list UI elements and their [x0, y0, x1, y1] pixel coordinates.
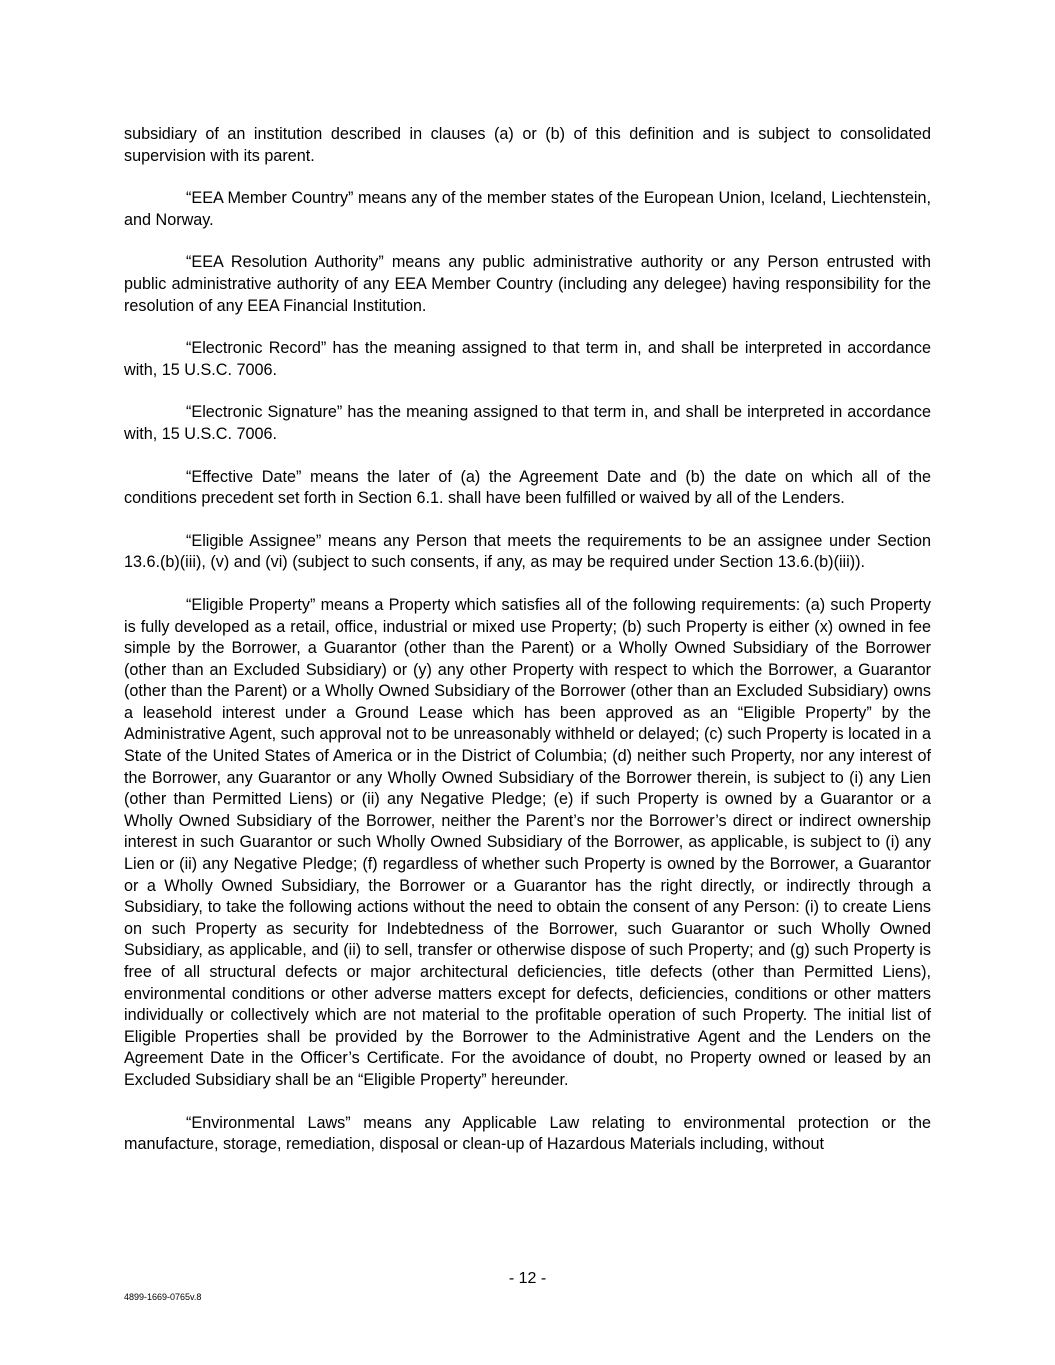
document-body	[124, 124, 931, 1177]
defined-term: “Electronic Record”	[186, 339, 327, 358]
paragraph-text: subsidiary of an institution described in clauses (a) or (b) of this definition and is subject to consolidated supervision with its parent.	[124, 125, 931, 165]
defined-term: “EEA Resolution Authority”	[186, 253, 384, 272]
definition-electronic-record	[124, 338, 931, 381]
page-number: - 12 -	[508, 1270, 547, 1287]
defined-term: “EEA Member Country”	[186, 189, 354, 208]
defined-term: “Eligible Property”	[186, 595, 316, 614]
definition-electronic-signature	[124, 402, 931, 445]
document-id: 4899-1669-0765v.8	[124, 1292, 202, 1302]
defined-term: “Effective Date”	[186, 467, 302, 486]
defined-term: “Environmental Laws”	[186, 1113, 351, 1132]
definition-eligible-property	[124, 595, 931, 1092]
definition-eligible-assignee	[124, 531, 931, 574]
definition-effective-date	[124, 467, 931, 510]
definition-text: has the meaning assigned to that term in, and shall be interpreted in accordance with, 15 U.S.C. 7006.	[124, 403, 931, 443]
definition-eea-resolution-authority	[124, 252, 931, 317]
defined-term: “Eligible Assignee”	[186, 531, 322, 550]
definition-text: means any Person that meets the requirements to be an assignee under Section 13.6.(b)(iii), (v) and (vi) (subject to such consents, if any, as may be required under Section 13.6.(b)(iii)).	[124, 531, 932, 572]
definition-text: means a Property which satisfies all of the following requirements: (a) such Property is fully developed as a retail, office, industrial or mixed use Property; (b) such Property is either (x) owned in fee simple by the Borrower, a Guarantor (other than the Parent) or a Wholly Owned Subsidiary of the Borrower (other than an Excluded Subsidiary) or (y) any other Property with respect to which the Borrower, a Guarantor (other than the Parent) or a Wholly Owned Subsidiary of the Borrower (other than an Excluded Subsidiary) owns a leasehold interest under a Ground Lease which has been approved as an “Eligible Property” by the Administrative Agent, such approval not to be unreasonably withheld or delayed; (c) such Property is located in a State of the United States of America or in the District of Columbia; (d) neither such Property, nor any interest of the Borrower, any Guarantor or any Wholly Owned Subsidiary of the Borrower therein, is subject to (i) any Lien (other than Permitted Liens) or (ii) any Negative Pledge; (e) if such Property is owned by a Guarantor or a Wholly Owned Subsidiary of the Borrower, neither the Parent’s nor the Borrower’s direct or indirect ownership interest in such Guarantor or such Wholly Owned Subsidiary of the Borrower, as applicable, is subject to (i) any Lien or (ii) any Negative Pledge; (f) regardless of whether such Property is owned by the Borrower, a Guarantor or a Wholly Owned Subsidiary, the Borrower or a Guarantor has the right directly, or indirectly through a Subsidiary, to take the following actions without the need to obtain the consent of any Person: (i) to create Liens on such Property as security for Indebtedness of the Borrower, such Guarantor or such Wholly Owned Subsidiary, as applicable, and (ii) to sell, transfer or otherwise dispose of such Property; and (g) such Property is free of all structural defects or major architectural deficiencies, title defects (other than Permitted Liens), environmental conditions or other adverse matters except for defects, deficiencies, conditions or other matters individually or collectively which are not material to the profitable operation of such Property. The initial list of Eligible Properties shall be provided by the Borrower to the Administrative Agent and the Lenders on the Agreement Date in the Officer’s Certificate. For the avoidance of doubt, no Property owned or leased by an Excluded Subsidiary shall be an “Eligible Property” hereunder.	[124, 595, 931, 1089]
definition-environmental-laws	[124, 1113, 931, 1156]
definition-text: means any of the member states of the European Union, Iceland, Liechtenstein, and Norway.	[124, 189, 931, 229]
definition-eea-member-country	[124, 188, 931, 231]
paragraph-continuation	[124, 124, 931, 167]
definition-text: has the meaning assigned to that term in, and shall be interpreted in accordance with, 15 U.S.C. 7006.	[124, 339, 931, 379]
definition-text: means any Applicable Law relating to environmental protection or the manufacture, storage, remediation, disposal or clean-up of Hazardous Materials including, without	[124, 1113, 931, 1154]
definition-text: means any public administrative authority or any Person entrusted with public administrative authority of any EEA Member Country (including any delegee) having responsibility for the resolution of any EEA Financial Institution.	[124, 253, 931, 315]
definition-text: means the later of (a) the Agreement Date and (b) the date on which all of the conditions precedent set forth in Section 6.1. shall have been fulfilled or waived by all of the Lenders.	[124, 467, 931, 508]
defined-term: “Electronic Signature”	[186, 403, 343, 422]
